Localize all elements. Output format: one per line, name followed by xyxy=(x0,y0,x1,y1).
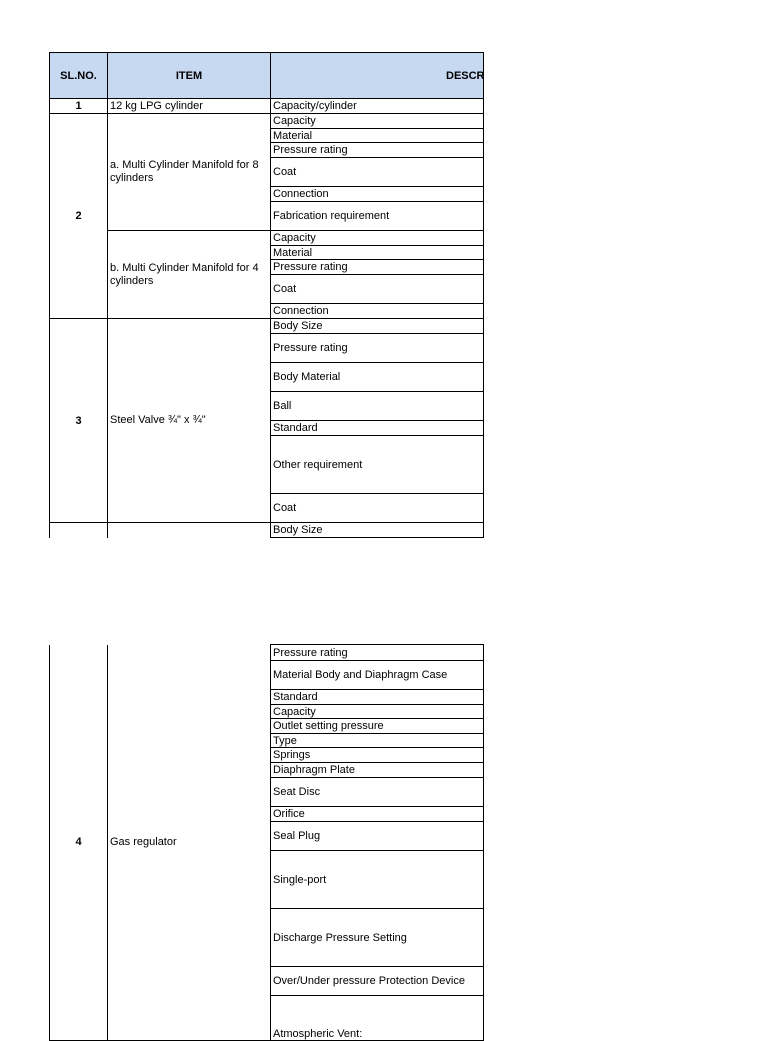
desc-cell: Other requirement xyxy=(271,436,484,494)
desc-cell: Material xyxy=(271,246,484,260)
desc-cell: Standard xyxy=(271,690,484,705)
desc-cell: Single-port xyxy=(271,851,484,909)
sl-cell: 2 xyxy=(50,114,108,319)
desc-cell: Standard xyxy=(271,421,484,436)
desc-cell: Ball xyxy=(271,392,484,421)
header-sl-no: SL.NO. xyxy=(50,53,108,99)
spec-table xyxy=(49,52,484,538)
desc-cell: Diaphragm Plate xyxy=(271,763,484,778)
desc-cell: Coat xyxy=(271,158,484,187)
table-row xyxy=(50,319,484,334)
spec-table-continued xyxy=(49,645,481,1040)
item-cell: Gas regulator xyxy=(108,645,271,1041)
table-row xyxy=(50,645,484,661)
desc-cell: Coat xyxy=(271,275,484,304)
sl-cell-empty xyxy=(50,523,108,538)
table-row xyxy=(50,99,484,114)
desc-cell: Seal Plug xyxy=(271,822,484,851)
desc-cell: Connection xyxy=(271,304,484,319)
desc-cell: Type xyxy=(271,734,484,748)
desc-cell: Coat xyxy=(271,494,484,523)
spec-table-top xyxy=(49,52,485,536)
desc-cell: Body Material xyxy=(271,363,484,392)
desc-cell: Connection xyxy=(271,187,484,202)
desc-cell: Seat Disc xyxy=(271,778,484,807)
header-row xyxy=(50,53,484,99)
desc-cell: Over/Under pressure Protection Device xyxy=(271,967,484,996)
desc-cell: Capacity xyxy=(271,114,484,129)
desc-cell: Atmospheric Vent: xyxy=(271,996,484,1041)
spec-table-page-2 xyxy=(49,644,484,1041)
desc-cell: Springs xyxy=(271,748,484,763)
desc-cell: Pressure rating xyxy=(271,143,484,158)
table-row xyxy=(50,114,484,129)
desc-cell: Pressure rating xyxy=(271,334,484,363)
desc-cell: Capacity/cylinder xyxy=(271,99,484,114)
header-item: ITEM xyxy=(108,53,271,99)
desc-cell: Orifice xyxy=(271,807,484,822)
sl-cell: 3 xyxy=(50,319,108,523)
item-cell: b. Multi Cylinder Manifold for 4 cylinders xyxy=(108,231,271,319)
item-cell: 12 kg LPG cylinder xyxy=(108,99,271,114)
desc-cell: Outlet setting pressure xyxy=(271,719,484,734)
desc-cell: Body Size xyxy=(271,319,484,334)
desc-cell: Fabrication requirement xyxy=(271,202,484,231)
item-cell-empty xyxy=(108,523,271,538)
desc-cell: Pressure rating xyxy=(271,260,484,275)
desc-cell: Material Body and Diaphragm Case xyxy=(271,661,484,690)
desc-cell: Capacity xyxy=(271,231,484,246)
desc-cell: Material xyxy=(271,129,484,143)
desc-cell: Capacity xyxy=(271,705,484,719)
item-cell: Steel Valve ¾" x ¾" xyxy=(108,319,271,523)
sl-cell: 1 xyxy=(50,99,108,114)
sl-cell: 4 xyxy=(50,645,108,1041)
desc-cell: Body Size xyxy=(271,523,484,538)
table-row xyxy=(50,231,484,246)
desc-cell: Discharge Pressure Setting xyxy=(271,909,484,967)
item-cell: a. Multi Cylinder Manifold for 8 cylinders xyxy=(108,114,271,231)
table-row xyxy=(50,523,484,538)
desc-cell: Pressure rating xyxy=(271,645,484,661)
header-description: DESCR xyxy=(271,53,484,99)
